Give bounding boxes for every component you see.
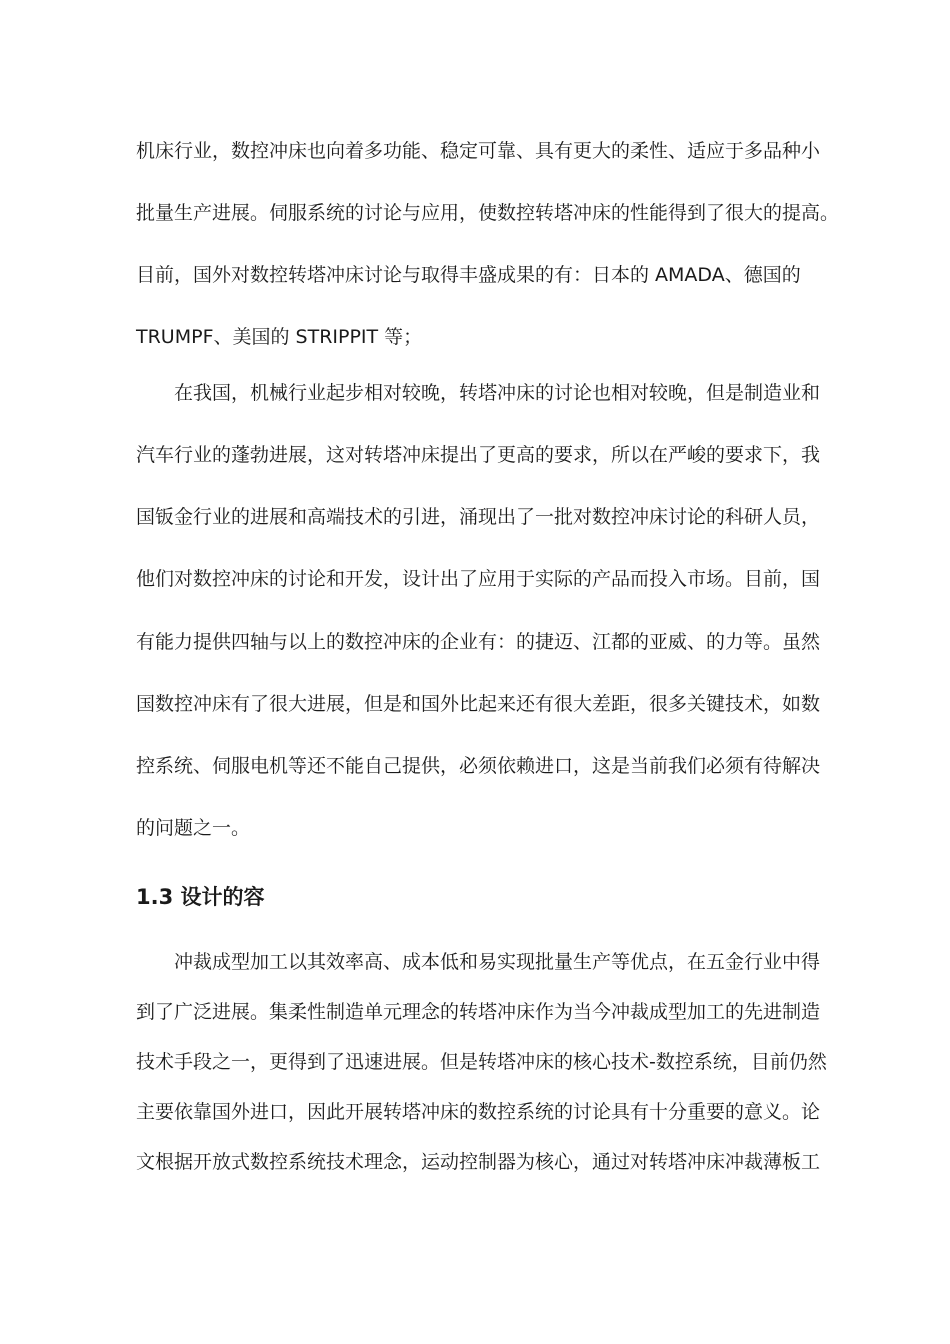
paragraph-1-line-4: TRUMPF、美国的 STRIPPIT 等； bbox=[136, 326, 423, 348]
paragraph-2-line-6: 国数控冲床有了很大进展，但是和国外比起来还有很大差距，很多关键技术，如数 bbox=[136, 693, 821, 715]
paragraph-2-line-4: 他们对数控冲床的讨论和开发，设计出了应用于实际的产品而投入市场。目前，国 bbox=[136, 568, 821, 590]
paragraph-2-line-8: 的问题之一。 bbox=[136, 817, 251, 839]
paragraph-2-line-3: 国钣金行业的进展和高端技术的引进，涌现出了一批对数控冲床讨论的科研人员， bbox=[136, 506, 821, 528]
paragraph-1-line-3: 目前，国外对数控转塔冲床讨论与取得丰盛成果的有：日本的 AMADA、德国的 bbox=[136, 264, 801, 286]
paragraph-3-line-5: 文根据开放式数控系统技术理念，运动控制器为核心，通过对转塔冲床冲裁薄板工 bbox=[136, 1151, 821, 1173]
paragraph-2-line-2: 汽车行业的蓬勃进展，这对转塔冲床提出了更高的要求，所以在严峻的要求下，我 bbox=[136, 444, 821, 466]
paragraph-2-line-1: 在我国，机械行业起步相对较晚，转塔冲床的讨论也相对较晚，但是制造业和 bbox=[174, 382, 821, 404]
paragraph-1-line-1: 机床行业，数控冲床也向着多功能、稳定可靠、具有更大的柔性、适应于多品种小 bbox=[136, 140, 821, 162]
paragraph-3-line-2: 到了广泛进展。集柔性制造单元理念的转塔冲床作为当今冲裁成型加工的先进制造 bbox=[136, 1001, 821, 1023]
paragraph-3-line-1: 冲裁成型加工以其效率高、成本低和易实现批量生产等优点，在五金行业中得 bbox=[174, 951, 821, 973]
paragraph-2-line-5: 有能力提供四轴与以上的数控冲床的企业有：的捷迈、江都的亚威、的力等。虽然 bbox=[136, 631, 821, 653]
paragraph-1-line-2: 批量生产进展。伺服系统的讨论与应用，使数控转塔冲床的性能得到了很大的提高。 bbox=[136, 202, 840, 224]
paragraph-2-line-7: 控系统、伺服电机等还不能自己提供，必须依赖进口，这是当前我们必须有待解决 bbox=[136, 755, 821, 777]
section-heading: 1.3 设计的容 bbox=[136, 885, 265, 909]
paragraph-3-line-4: 主要依靠国外进口，因此开展转塔冲床的数控系统的讨论具有十分重要的意义。论 bbox=[136, 1101, 821, 1123]
paragraph-3-line-3: 技术手段之一，更得到了迅速进展。但是转塔冲床的核心技术-数控系统，目前仍然 bbox=[136, 1051, 827, 1073]
